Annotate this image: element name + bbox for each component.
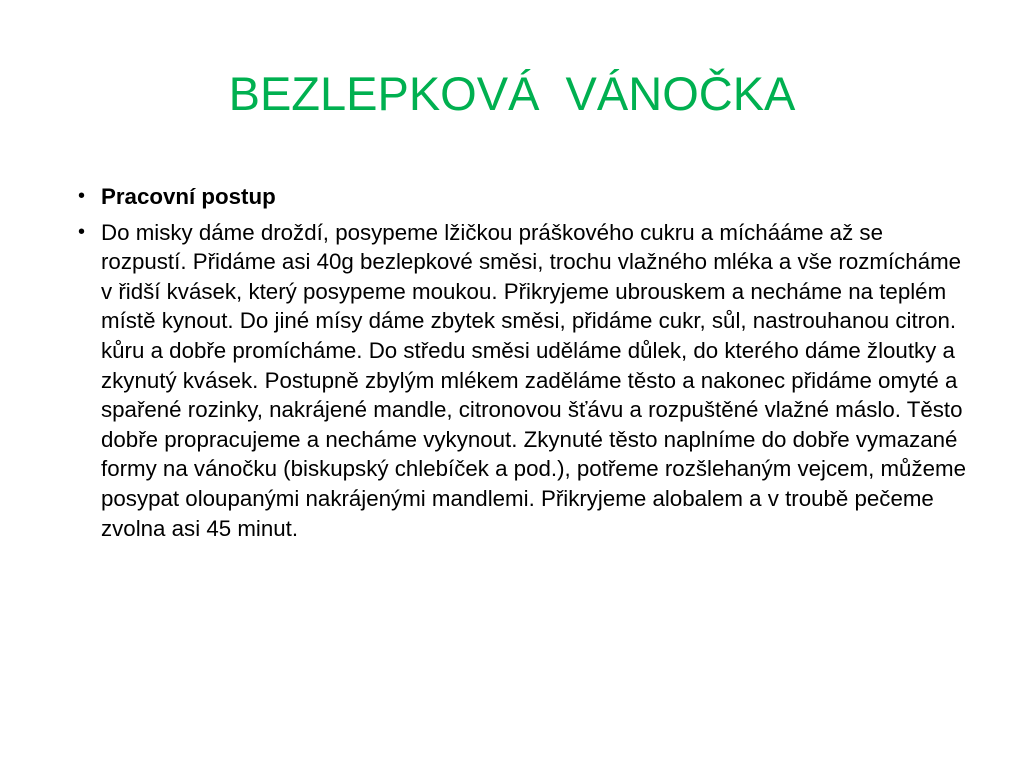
bullet-item-heading: [72, 182, 972, 212]
bullet-dot-icon: •: [78, 220, 86, 243]
section-heading: Pracovní postup: [101, 184, 276, 209]
bullet-list: [72, 182, 972, 549]
bullet-item-procedure: [72, 218, 972, 544]
bullet-dot-icon: •: [78, 185, 86, 207]
slide-title: BEZLEPKOVÁ VÁNOČKA: [228, 67, 796, 120]
procedure-text: Do misky dáme droždí, posypeme lžičkou práškového cukru a míchááme až se rozpustí. Přidáme asi 40g bezlepkové směsi, trochu vlažného mléka a vše rozmícháme v řidší kvásek, který posypeme moukou. Přikryjeme ubrouskem a necháme na teplém místě kynout. Do jiné mísy dáme zbytek směsi, přidáme cukr, sůl, nastrouhanou citron. kůru a dobře promícháme. Do středu směsi uděláme důlek, do kterého dáme žloutky a zkynutý kvásek. Postupně zbylým mlékem zaděláme těsto a nakonec přidáme omyté a spařené rozinky, nakrájené mandle, citronovou šťávu a rozpuštěné vlažné máslo. Těsto dobře propracujeme a necháme vykynout. Zkynuté těsto naplníme do dobře vymazané formy na vánočku (biskupský chlebíček a pod.), potřeme rozšlehaným vejcem, můžeme posypat oloupanými nakrájenými mandlemi. Přikryjeme alobalem a v troubě pečeme zvolna asi 45 minut.: [101, 219, 966, 541]
